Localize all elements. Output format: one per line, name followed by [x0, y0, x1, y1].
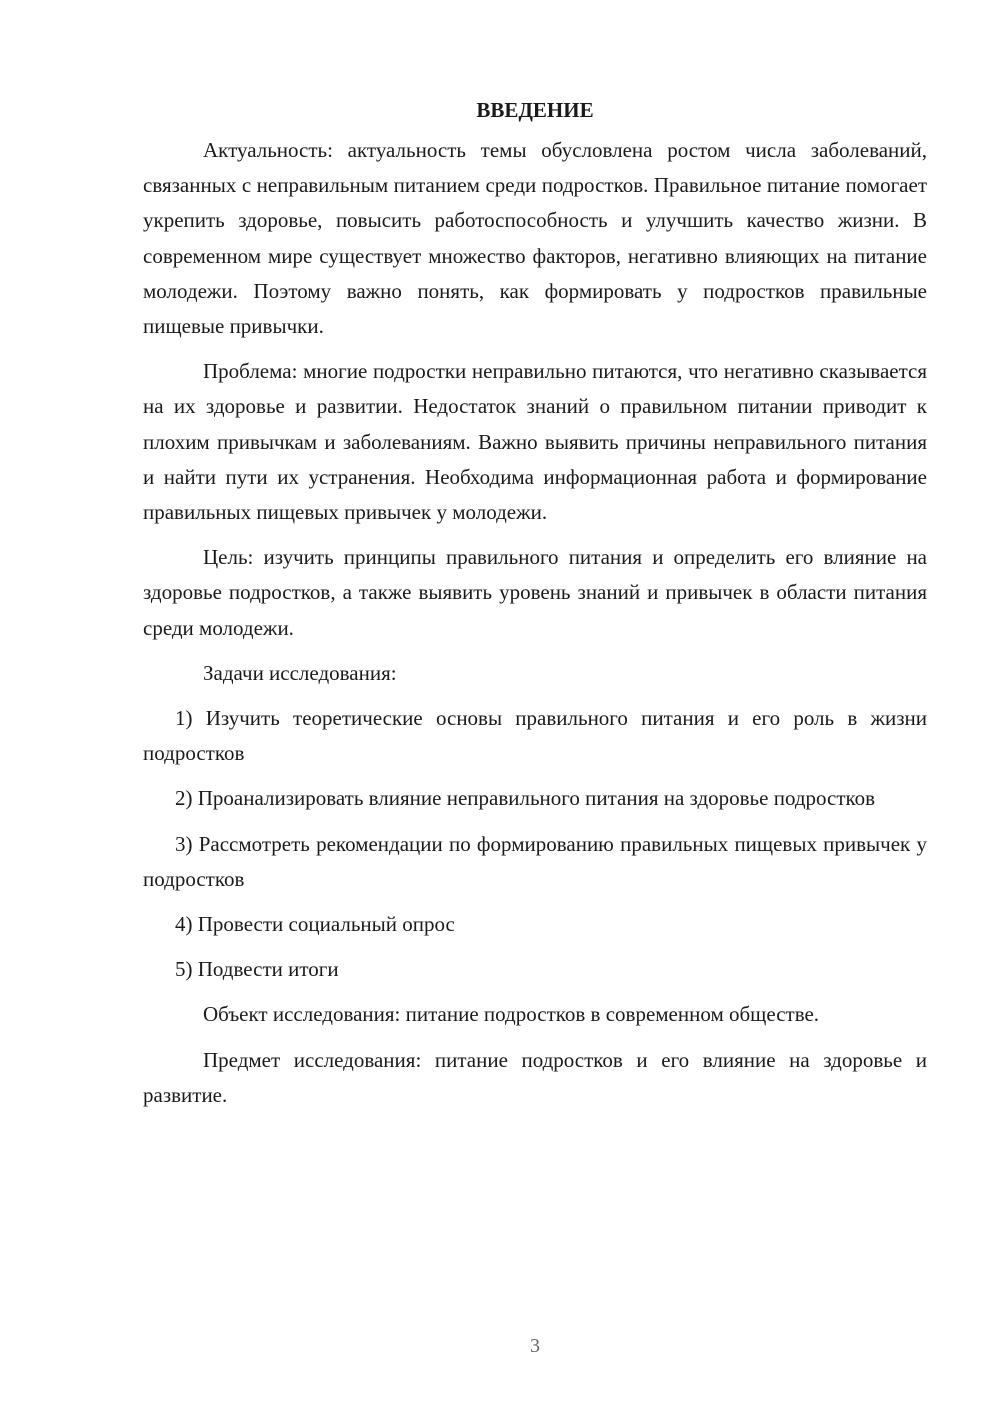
task-item-1: 1) Изучить теоретические основы правильного питания и его роль в жизни подростков — [143, 706, 927, 766]
tasks-heading: Задачи исследования: — [203, 660, 397, 685]
task-item-3: 3) Рассмотреть рекомендации по формированию правильных пищевых привычек у подростков — [143, 831, 927, 891]
paragraph-object: Объект исследования: питание подростков в современном обществе. — [203, 1002, 820, 1027]
paragraph-relevance: Актуальность: актуальность темы обусловлена ростом числа заболеваний, связанных с неправильным питанием среди подростков. Правильное питание помогает укрепить здоровье, повысить работоспособность и улучшить качество жизни. В современном мире существует множество факторов, негативно влияющих на питание молодежи. Поэтому важно понять, как формировать у подростков правильные пищевые привычки. — [143, 138, 927, 339]
paragraph-subject: Предмет исследования: питание подростков и его влияние на здоровье и развитие. — [143, 1047, 927, 1107]
section-title: ВВЕДЕНИЕ — [476, 98, 594, 122]
task-item-2: 2) Проанализировать влияние неправильного питания на здоровье подростков — [175, 786, 876, 811]
task-item-5: 5) Подвести итоги — [175, 957, 339, 982]
page-number: 3 — [530, 1335, 540, 1357]
task-item-4: 4) Провести социальный опрос — [175, 912, 455, 937]
paragraph-goal: Цель: изучить принципы правильного питания и определить его влияние на здоровье подростков, а также выявить уровень знаний и привычек в области питания среди молодежи. — [143, 545, 927, 640]
document-page — [143, 95, 927, 1123]
paragraph-problem: Проблема: многие подростки неправильно питаются, что негативно сказывается на их здоровье и развитии. Недостаток знаний о правильном питании приводит к плохим привычкам и заболеваниям. Важно выявить причины неправильного питания и найти пути их устранения. Необходима информационная работа и формирование правильных пищевых привычек у молодежи. — [143, 359, 927, 525]
